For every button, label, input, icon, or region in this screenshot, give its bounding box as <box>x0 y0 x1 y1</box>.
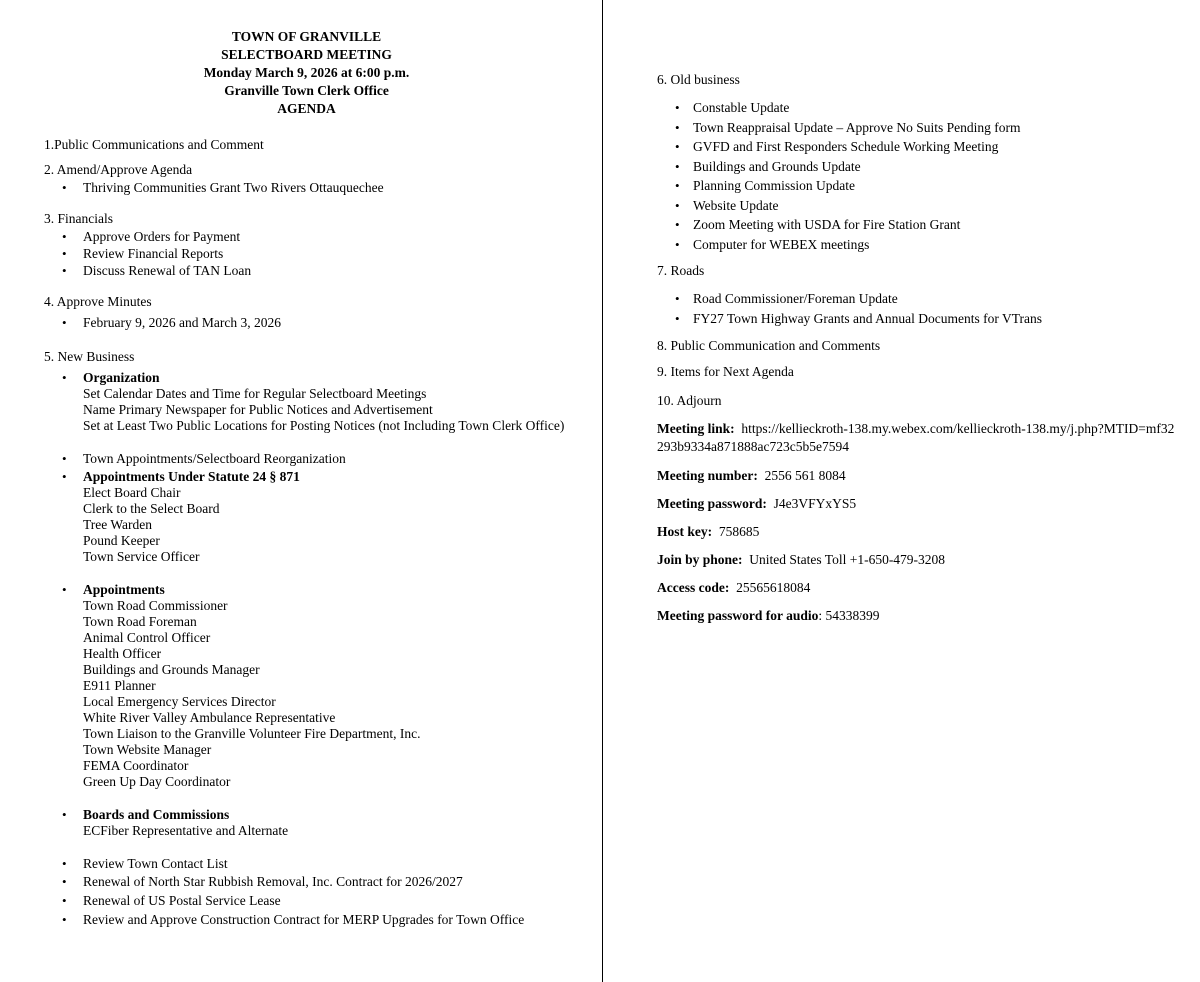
access-code-label: Access code: <box>657 580 730 595</box>
section-4 <box>44 294 584 331</box>
appointments-title: • Appointments <box>83 582 165 597</box>
sub-line: Health Officer <box>83 646 162 661</box>
sub-line: Local Emergency Services Director <box>83 694 276 709</box>
sub-line: E911 Planner <box>83 678 156 693</box>
sub-line: Animal Control Officer <box>83 630 211 645</box>
right-column <box>657 72 1177 625</box>
sub-line: FEMA Coordinator <box>83 758 189 773</box>
access-code-value: 25565618084 <box>736 580 811 595</box>
list-item: • Thriving Communities Grant Two Rivers Ottauquechee <box>44 179 584 196</box>
list-item: • Discuss Renewal of TAN Loan <box>44 262 584 279</box>
list-item: • Town Appointments/Selectboard Reorganization <box>44 450 584 467</box>
list-item: • Buildings and Grounds Update <box>657 157 1177 177</box>
sub-line: Town Road Commissioner <box>83 598 228 613</box>
sub-line: Town Service Officer <box>83 549 200 564</box>
left-column <box>44 28 584 929</box>
header-meeting: SELECTBOARD MEETING <box>221 47 392 62</box>
organization-title: • Organization <box>83 370 160 385</box>
meeting-number <box>657 467 1177 485</box>
section-10-title: 10. Adjourn <box>657 393 722 408</box>
list-item: • Review Financial Reports <box>44 245 584 262</box>
list-item: • Review and Approve Construction Contract for MERP Upgrades for Town Office <box>44 910 584 929</box>
document-header <box>44 28 569 118</box>
host-key-value: 758685 <box>718 524 760 539</box>
list-item: • GVFD and First Responders Schedule Working Meeting <box>657 137 1177 157</box>
list-item-appointments <box>44 581 584 790</box>
sub-line: Elect Board Chair <box>83 485 181 500</box>
host-key <box>657 523 1177 541</box>
column-divider <box>602 0 603 982</box>
list-item: • Website Update <box>657 196 1177 216</box>
list-item: • Renewal of North Star Rubbish Removal, Inc. Contract for 2026/2027 <box>44 872 584 891</box>
sub-line: Town Road Foreman <box>83 614 197 629</box>
access-code <box>657 579 1177 597</box>
list-item: • Approve Orders for Payment <box>44 228 584 245</box>
section-7-title: 7. Roads <box>657 263 705 278</box>
section-2 <box>44 162 584 196</box>
sub-line: ECFiber Representative and Alternate <box>83 823 289 838</box>
sub-line: Set at Least Two Public Locations for Posting Notices (not Including Town Clerk Office) <box>83 418 565 433</box>
list-item: • Planning Commission Update <box>657 176 1177 196</box>
list-item: • February 9, 2026 and March 3, 2026 <box>44 314 584 331</box>
meeting-number-value: 2556 561 8084 <box>764 468 846 483</box>
meeting-password-value: J4e3VFYxYS5 <box>773 496 857 511</box>
header-location: Granville Town Clerk Office <box>224 83 389 98</box>
meeting-link-label: Meeting link: <box>657 421 735 436</box>
section-6-title: 6. Old business <box>657 72 740 87</box>
join-by-phone-value: United States Toll +1-650-479-3208 <box>749 552 946 567</box>
list-item: • Town Reappraisal Update – Approve No Suits Pending form <box>657 118 1177 138</box>
list-item-statute <box>44 468 584 565</box>
section-7-list <box>657 289 1177 328</box>
section-2-title: 2. Amend/Approve Agenda <box>44 162 193 177</box>
list-item: • Review Town Contact List <box>44 855 584 872</box>
sub-line: Tree Warden <box>83 517 153 532</box>
section-8-title: 8. Public Communication and Comments <box>657 338 881 353</box>
section-9-title: 9. Items for Next Agenda <box>657 364 794 379</box>
header-agenda: AGENDA <box>277 101 336 116</box>
boards-title: • Boards and Commissions <box>83 807 230 822</box>
audio-password-label: Meeting password for audio <box>657 608 819 623</box>
sub-line: White River Valley Ambulance Representative <box>83 710 336 725</box>
list-item: • Road Commissioner/Foreman Update <box>657 289 1177 309</box>
list-item: • Zoom Meeting with USDA for Fire Station Grant <box>657 215 1177 235</box>
sub-line: Town Liaison to the Granville Volunteer Fire Department, Inc. <box>83 726 421 741</box>
list-item: • FY27 Town Highway Grants and Annual Documents for VTrans <box>657 309 1177 329</box>
list-item: • Constable Update <box>657 98 1177 118</box>
list-item-boards <box>44 806 584 839</box>
host-key-label: Host key: <box>657 524 713 539</box>
section-4-title: 4. Approve Minutes <box>44 294 152 309</box>
meeting-link-url[interactable]: https://kellieckroth-138.my.webex.com/kellieckroth-138.my/j.php?MTID=mf32293b9334a871888ac723c5b5e7594 <box>657 421 1175 454</box>
header-town: TOWN OF GRANVILLE <box>231 29 382 44</box>
sub-line: Green Up Day Coordinator <box>83 774 231 789</box>
meeting-password-label: Meeting password: <box>657 496 767 511</box>
audio-password <box>657 607 1177 625</box>
audio-password-value: : 54338399 <box>818 608 880 623</box>
meeting-password <box>657 495 1177 513</box>
section-5-title: 5. New Business <box>44 349 135 364</box>
sub-line: Town Website Manager <box>83 742 212 757</box>
section-1-title: 1.Public Communications and Comment <box>44 137 264 152</box>
section-3-title: 3. Financials <box>44 211 113 226</box>
statute-title: • Appointments Under Statute 24 § 871 <box>83 469 300 484</box>
sub-line: Name Primary Newspaper for Public Notices and Advertisement <box>83 402 433 417</box>
meeting-number-label: Meeting number: <box>657 468 758 483</box>
sub-line: Pound Keeper <box>83 533 160 548</box>
section-6-list <box>657 98 1177 254</box>
meeting-link <box>657 420 1177 456</box>
list-item: • Renewal of US Postal Service Lease <box>44 891 584 910</box>
sub-line: Set Calendar Dates and Time for Regular Selectboard Meetings <box>83 386 427 401</box>
list-item: • Computer for WEBEX meetings <box>657 235 1177 255</box>
sub-line: Buildings and Grounds Manager <box>83 662 260 677</box>
join-by-phone-label: Join by phone: <box>657 552 743 567</box>
header-date: Monday March 9, 2026 at 6:00 p.m. <box>203 65 410 80</box>
section-5 <box>44 349 584 929</box>
sub-line: Clerk to the Select Board <box>83 501 220 516</box>
section-3 <box>44 211 584 279</box>
list-item-organization <box>44 369 584 434</box>
join-by-phone <box>657 551 1177 569</box>
